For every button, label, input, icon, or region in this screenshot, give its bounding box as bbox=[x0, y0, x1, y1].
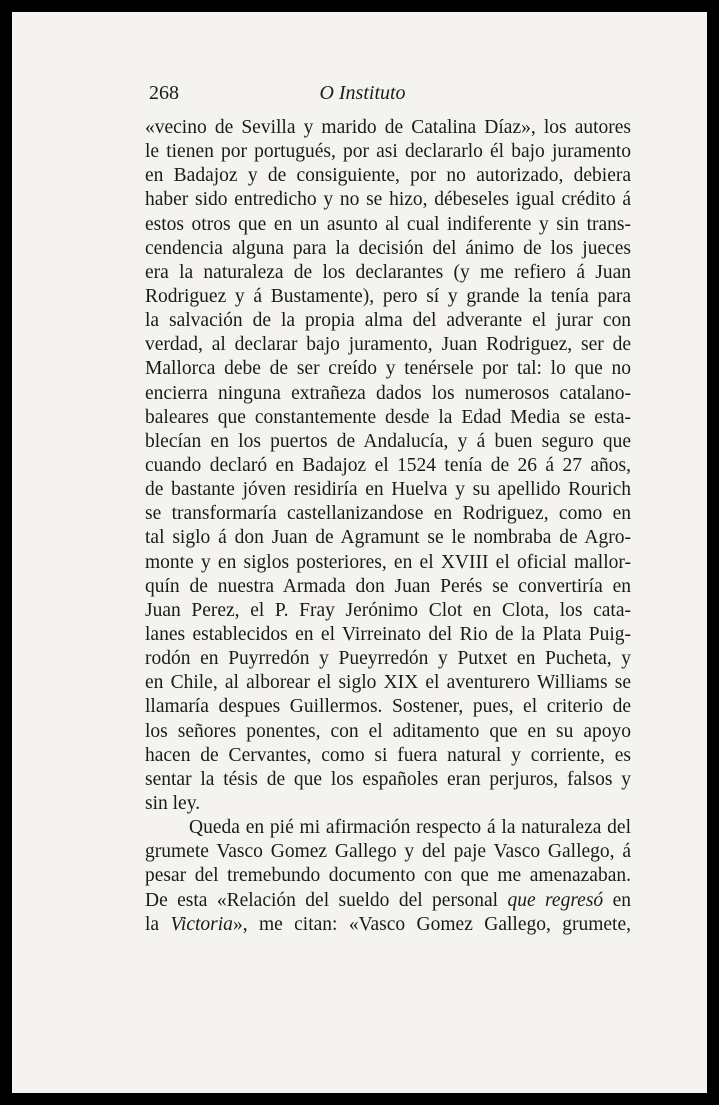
running-head bbox=[12, 82, 707, 108]
text-segment: », me citan: «Vasco Gomez Gallego, grumete, bbox=[232, 913, 631, 935]
text-line: en Chile, al alborear el siglo XIX el aventurero Williams se bbox=[145, 672, 631, 694]
text-line: haber sido entredicho y no se hizo, débeseles igual crédito á bbox=[145, 189, 631, 211]
text-line: «vecino de Sevilla y marido de Catalina Díaz», los autores bbox=[145, 117, 631, 138]
text-line: los señores ponentes, con el aditamento que en su apoyo bbox=[145, 720, 631, 742]
text-segment: la bbox=[145, 913, 171, 935]
text-line: era la naturaleza de los declarantes (y me refiero á Juan bbox=[145, 261, 631, 283]
text-line: hacen de Cervantes, como si fuera natural y corriente, es bbox=[145, 744, 631, 766]
text-line: verdad, al declarar bajo juramento, Juan Rodriguez, ser de bbox=[145, 334, 631, 356]
text-line: Juan Perez, el P. Fray Jerónimo Clot en Clota, los cata- bbox=[145, 599, 631, 621]
italic-phrase: que regresó bbox=[507, 889, 604, 911]
text-line: sin ley. bbox=[145, 792, 201, 814]
paragraph-1 bbox=[145, 116, 631, 816]
text-line: baleares que constantemente desde la Edad Media se esta- bbox=[145, 406, 631, 428]
text-line: grumete Vasco Gomez Gallego y del paje Vasco Gallego, á bbox=[145, 841, 631, 863]
text-line: llamaría despues Guillermos. Sostener, pues, el criterio de bbox=[145, 696, 631, 718]
text-line: blecían en los puertos de Andalucía, y á buen seguro que bbox=[145, 430, 631, 452]
text-line bbox=[145, 913, 631, 937]
text-line: Queda en pié mi afirmación respecto á la naturaleza del bbox=[189, 817, 631, 839]
text-line: Mallorca debe de ser creído y tenérsele por tal: lo que no bbox=[145, 358, 631, 380]
text-line: rodón en Puyrredón y Pueyrredón y Putxet en Pucheta, y bbox=[145, 648, 631, 670]
body-text bbox=[145, 116, 631, 937]
paragraph-2 bbox=[145, 816, 631, 937]
text-line: pesar del tremebundo documento con que me amenazaban. bbox=[145, 865, 631, 887]
text-line: encierra ninguna extrañeza dados los numerosos catalano- bbox=[145, 382, 631, 404]
text-line: Rodriguez y á Bustamente), pero sí y grande la tenía para bbox=[145, 285, 631, 307]
text-line: estos otros que en un asunto al cual indiferente y sin trans- bbox=[145, 213, 631, 235]
text-line: de bastante jóven residiría en Huelva y su apellido Rourich bbox=[145, 479, 631, 501]
running-title: O Instituto bbox=[319, 82, 406, 104]
text-line: quín de nuestra Armada don Juan Perés se convertiría en bbox=[145, 575, 631, 597]
text-line: monte y en siglos posteriores, en el XVIII el oficial mallor- bbox=[145, 551, 631, 573]
text-line: cendencia alguna para la decisión del ánimo de los jueces bbox=[145, 237, 631, 259]
text-segment: De esta «Relación del sueldo del personal bbox=[145, 889, 508, 911]
text-line: sentar la tésis de que los españoles eran perjuros, falsos y bbox=[145, 768, 631, 790]
text-line: lanes establecidos en el Virreinato del Rio de la Plata Puig- bbox=[145, 623, 631, 645]
book-page bbox=[12, 12, 707, 1093]
italic-ship-name: Victoria bbox=[170, 913, 233, 935]
text-line: en Badajoz y de consiguiente, por no autorizado, debiera bbox=[145, 165, 631, 187]
text-line: cuando declaró en Badajoz el 1524 tenía de 26 á 27 años, bbox=[145, 454, 631, 476]
text-line: le tienen por portugués, por asi declararlo él bajo juramento bbox=[145, 141, 631, 163]
page-number: 268 bbox=[149, 82, 179, 104]
text-line bbox=[145, 889, 631, 913]
text-line: se transformaría castellanizandose en Rodriguez, como en bbox=[145, 503, 631, 525]
text-segment: en bbox=[603, 889, 631, 911]
text-line: tal siglo á don Juan de Agramunt se le nombraba de Agro- bbox=[145, 527, 631, 549]
text-line: la salvación de la propia alma del adverante el jurar con bbox=[145, 310, 631, 332]
